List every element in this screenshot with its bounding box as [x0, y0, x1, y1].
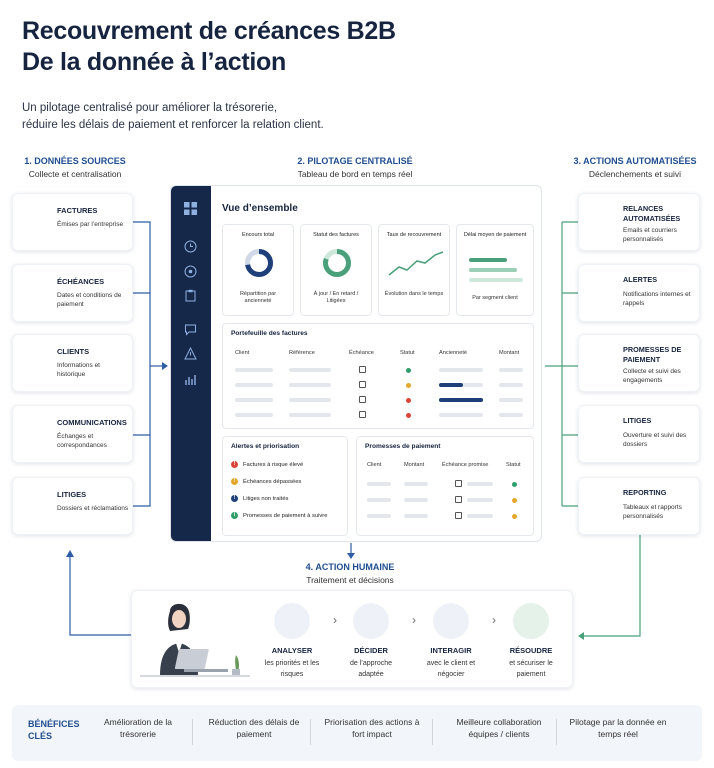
row-ref-bar	[289, 398, 331, 402]
col-header: Client	[367, 462, 382, 468]
step-icon-bg	[353, 603, 389, 639]
source-card-desc: Dossiers et réclamations	[57, 505, 129, 512]
row-ref-bar	[289, 368, 331, 372]
loop-back-arrow	[66, 550, 74, 557]
col2-title: 2. PILOTAGE CENTRALISÉ	[297, 156, 413, 166]
subtitle-line-1: Un pilotage centralisé pour améliorer la trésorerie,	[22, 102, 278, 114]
action-card-4[interactable]	[578, 477, 700, 535]
row-amount-bar	[499, 383, 523, 387]
action-card-desc: Tableaux et rapports personnalisés	[623, 504, 682, 520]
row-client-bar	[235, 398, 273, 402]
aging-bar	[439, 368, 483, 372]
action-card-desc: Ouverture et suivi des dossiers	[623, 432, 687, 448]
col1-title: 1. DONNÉES SOURCES	[24, 156, 126, 166]
row-amount-bar	[404, 514, 428, 518]
alert-icon: !	[231, 495, 238, 502]
calendar-check-icon	[587, 349, 615, 377]
chevron-right-icon: ›	[492, 613, 496, 627]
action-card-1[interactable]	[578, 264, 700, 322]
row-date-bar	[467, 514, 493, 518]
aging-bar	[439, 413, 483, 417]
alert-item[interactable]	[231, 495, 288, 502]
calendar-mini-icon	[359, 366, 366, 373]
alert-label: Échéances dépassées	[243, 479, 302, 486]
row-amount-bar	[499, 398, 523, 402]
step-title: INTERAGIR	[430, 646, 472, 655]
step-desc: les priorités et les risques	[264, 660, 320, 678]
promises-title: Promesses de paiement	[365, 443, 441, 450]
user-icon	[22, 350, 48, 376]
step-title: DÉCIDER	[354, 646, 388, 655]
source-card-title: ÉCHÉANCES	[57, 277, 105, 286]
kpi-desc: Évolution dans le temps	[384, 291, 444, 297]
kpi-bar	[469, 268, 517, 272]
col4-subtitle: Traitement et décisions	[306, 575, 394, 585]
kpi-title: Encours total	[241, 232, 275, 238]
report-icon	[587, 492, 615, 520]
row-ref-bar	[289, 413, 331, 417]
benefit-item: Meilleure collaboration équipes / clients	[456, 717, 542, 739]
alert-item[interactable]	[231, 478, 301, 485]
status-dot	[406, 398, 411, 403]
col1-subtitle: Collecte et centralisation	[28, 169, 122, 179]
dashboard-panel	[170, 185, 542, 542]
donut-chart-icon	[243, 247, 275, 279]
col4-title: 4. ACTION HUMAINE	[305, 562, 395, 572]
step-desc: de l’approche adaptée	[349, 660, 393, 678]
bell-icon	[587, 279, 615, 307]
calendar-mini-icon	[359, 381, 366, 388]
human-action-panel	[131, 590, 573, 688]
dashboard-sidebar	[171, 186, 211, 541]
col-header: Statut	[400, 350, 415, 356]
clipboard-icon[interactable]	[184, 289, 197, 302]
promises-panel	[356, 436, 534, 536]
title-line-2: De la donnée à l’action	[22, 48, 286, 76]
folder-icon	[587, 420, 615, 448]
row-client-bar	[235, 383, 273, 387]
action-card-desc: Notifications internes et rappels	[623, 291, 691, 307]
col-header: Statut	[506, 462, 521, 468]
alert-item[interactable]	[231, 512, 327, 519]
source-card-desc: Émises par l’entreprise	[57, 221, 124, 228]
kpi-bar	[469, 278, 523, 282]
benefit-item: Priorisation des actions à fort impact	[324, 717, 420, 739]
step-desc: et sécuriser le paiement	[509, 660, 553, 678]
clock-icon[interactable]	[184, 240, 197, 253]
row-amount-bar	[404, 498, 428, 502]
woman-laptop-illustration	[140, 597, 250, 683]
source-card-desc: Échanges et correspondances	[57, 433, 107, 449]
benefit-divider	[310, 719, 311, 745]
warning-icon[interactable]	[184, 347, 197, 360]
col-header: Montant	[404, 462, 425, 468]
source-card-desc: Informations et historique	[57, 362, 100, 378]
aging-fill	[439, 398, 483, 402]
target-icon[interactable]	[184, 265, 197, 278]
benefit-item: Pilotage par la donnée en temps réel	[569, 717, 667, 739]
alerts-panel	[222, 436, 348, 536]
kpi-encours	[222, 224, 294, 316]
kpi-desc: Répartition par ancienneté	[239, 291, 277, 304]
row-client-bar	[367, 514, 391, 518]
col-header: Échéance	[349, 350, 374, 356]
alert-icon: i	[231, 512, 238, 519]
benefits-label: BÉNÉFICES CLÉS	[28, 719, 80, 741]
source-card-3[interactable]	[12, 405, 133, 463]
col-header: Ancienneté	[439, 350, 467, 356]
source-arrow-head	[162, 362, 168, 370]
col3-title: 3. ACTIONS AUTOMATISÉES	[573, 156, 697, 166]
action-card-title: REPORTING	[623, 488, 667, 497]
status-dot	[512, 498, 517, 503]
status-dot	[406, 383, 411, 388]
kpi-desc: Par segment client	[472, 295, 518, 301]
row-client-bar	[367, 498, 391, 502]
alert-icon: !	[231, 461, 238, 468]
portfolio-title: Portefeuille des factures	[231, 330, 308, 337]
col-header: Montant	[499, 350, 520, 356]
row-client-bar	[235, 413, 273, 417]
action-return-arrow	[578, 632, 584, 640]
bar-chart-icon[interactable]	[184, 373, 197, 386]
envelope-icon	[587, 208, 615, 236]
step-title: RÉSOUDRE	[509, 646, 553, 655]
donut-chart-icon	[321, 247, 353, 279]
benefit-item: Amélioration de la trésorerie	[103, 717, 173, 739]
action-card-title: RELANCES AUTOMATISÉES	[623, 204, 681, 223]
row-ref-bar	[289, 383, 331, 387]
action-bracket	[545, 222, 578, 506]
col2-subtitle: Tableau de bord en temps réel	[297, 169, 413, 179]
calendar-mini-icon	[455, 480, 462, 487]
row-amount-bar	[499, 413, 523, 417]
kpi-statut	[300, 224, 372, 316]
source-card-0[interactable]	[12, 193, 133, 251]
col3-subtitle: Déclenchements et suivi	[588, 169, 682, 179]
document-icon	[22, 209, 48, 235]
col-header: Client	[235, 350, 250, 356]
status-dot	[406, 413, 411, 418]
source-card-title: COMMUNICATIONS	[57, 418, 127, 427]
portfolio-panel	[222, 323, 534, 429]
source-card-title: LITIGES	[57, 490, 87, 499]
alert-label: Litiges non traités	[243, 496, 289, 503]
step-title: ANALYSER	[271, 646, 313, 655]
grid-icon[interactable]	[184, 202, 197, 215]
action-card-title: PROMESSES DE PAIEMENT	[623, 345, 682, 364]
status-dot	[512, 482, 517, 487]
benefit-divider	[192, 719, 193, 745]
row-date-bar	[467, 498, 493, 502]
col-header: Référence	[289, 350, 315, 356]
subtitle-line-2: réduire les délais de paiement et renforcer la relation client.	[22, 119, 324, 131]
alerts-title: Alertes et priorisation	[231, 443, 300, 450]
row-client-bar	[367, 482, 391, 486]
step-icon-bg	[513, 603, 549, 639]
calendar-mini-icon	[455, 496, 462, 503]
row-amount-bar	[404, 482, 428, 486]
calendar-mini-icon	[359, 411, 366, 418]
aging-fill	[439, 383, 463, 387]
action-card-desc: Collecte et suivi des engagements	[623, 368, 681, 384]
dash-down-arrow	[347, 553, 355, 559]
chat-icon	[22, 421, 48, 447]
line-chart-icon	[387, 249, 445, 279]
dashboard-title: Vue d’ensemble	[222, 203, 298, 214]
calendar-mini-icon	[359, 396, 366, 403]
kpi-title: Statut des factures	[313, 232, 359, 238]
action-card-title: ALERTES	[623, 275, 658, 284]
source-card-4[interactable]	[12, 477, 133, 535]
action-card-0[interactable]	[578, 193, 700, 251]
calendar-mini-icon	[455, 512, 462, 519]
kpi-bar	[469, 258, 507, 262]
action-card-2[interactable]	[578, 334, 700, 392]
action-return-line	[584, 520, 640, 636]
kpi-taux	[378, 224, 450, 316]
row-amount-bar	[499, 368, 523, 372]
loop-back-line	[70, 556, 131, 635]
status-dot	[512, 514, 517, 519]
action-card-title: LITIGES	[623, 416, 652, 425]
action-card-3[interactable]	[578, 405, 700, 463]
scales-icon	[22, 493, 48, 519]
row-client-bar	[235, 368, 273, 372]
step-icon-bg	[433, 603, 469, 639]
kpi-title: Délai moyen de paiement	[463, 232, 527, 238]
kpi-desc: À jour / En retard / Litigées	[313, 291, 359, 304]
col4-header	[260, 562, 440, 585]
action-card-desc: Emails et courriers personnalisés	[623, 227, 677, 243]
alert-label: Promesses de paiement à suivre	[243, 513, 328, 520]
chevron-right-icon: ›	[412, 613, 416, 627]
source-bracket	[133, 222, 150, 506]
col-header: Échéance promise	[442, 462, 489, 468]
row-date-bar	[467, 482, 493, 486]
benefit-divider	[432, 719, 433, 745]
source-card-desc: Dates et conditions de paiement	[57, 292, 122, 308]
source-card-title: FACTURES	[57, 206, 98, 215]
alert-item[interactable]	[231, 461, 303, 468]
calendar-icon	[22, 280, 48, 306]
step-icon-bg	[274, 603, 310, 639]
title-line-1: Recouvrement de créances B2B	[22, 17, 396, 45]
source-card-title: CLIENTS	[57, 347, 90, 356]
kpi-delai	[456, 224, 534, 316]
source-card-2[interactable]	[12, 334, 133, 392]
alert-label: Factures à risque élevé	[243, 462, 304, 469]
benefit-divider	[556, 719, 557, 745]
step-desc: avec le client et négocier	[426, 660, 476, 678]
message-icon[interactable]	[184, 323, 197, 336]
chevron-right-icon: ›	[333, 613, 337, 627]
alert-icon: !	[231, 478, 238, 485]
kpi-title: Taux de recouvrement	[386, 232, 442, 238]
source-card-1[interactable]	[12, 264, 133, 322]
status-dot	[406, 368, 411, 373]
benefit-item: Réduction des délais de paiement	[208, 717, 300, 739]
